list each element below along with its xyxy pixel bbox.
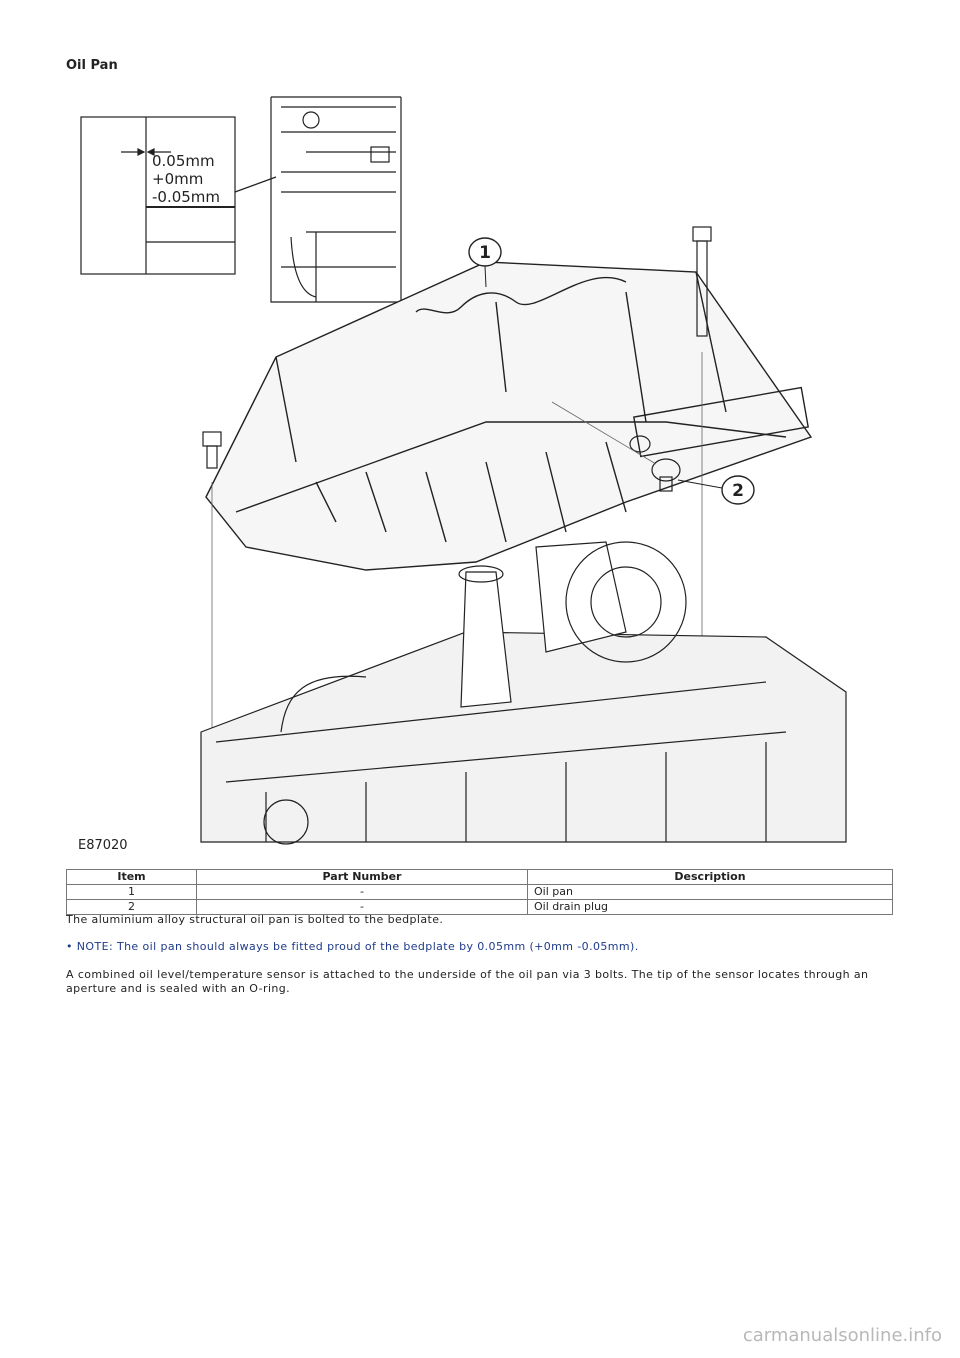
header-part-number: Part Number	[197, 870, 528, 885]
parts-table	[66, 869, 893, 915]
page-title: Oil Pan	[66, 58, 118, 73]
inset-label-upper: 0.05mm	[152, 152, 215, 170]
table-row	[67, 885, 893, 900]
paragraph-intro: The aluminium alloy structural oil pan is bolted to the bedplate.	[66, 913, 444, 926]
section-cutaway	[271, 97, 401, 302]
header-description: Description	[528, 870, 893, 885]
cell-description: Oil pan	[528, 885, 893, 900]
inset-label-plus: +0mm	[152, 170, 204, 188]
inset-label-minus: -0.05mm	[152, 188, 221, 206]
oil-pan-outline	[206, 262, 811, 570]
cell-item: 2	[67, 900, 197, 915]
table-header-row	[67, 870, 893, 885]
bolt-left	[203, 432, 221, 468]
header-item: Item	[67, 870, 197, 885]
note-text: • NOTE: The oil pan should always be fitted proud of the bedplate by 0.05mm (+0mm -0.05mm).	[66, 940, 639, 953]
cell-part-number: -	[197, 900, 528, 915]
cell-item: 1	[67, 885, 197, 900]
callout-2-label: 2	[732, 481, 744, 501]
figure-id-label: E87020	[78, 838, 128, 853]
watermark: carmanualsonline.info	[742, 1325, 942, 1346]
oil-pan-drawing	[66, 92, 892, 856]
cell-description: Oil drain plug	[528, 900, 893, 915]
engine-block	[201, 542, 846, 844]
oil-pan-figure	[66, 92, 892, 856]
cell-part-number: -	[197, 885, 528, 900]
callout-1-label: 1	[479, 243, 491, 263]
paragraph-sensor: A combined oil level/temperature sensor is attached to the underside of the oil pan via 3 bolts. The tip of the sensor locates through an aperture and is sealed with an O-ring.	[66, 968, 869, 995]
